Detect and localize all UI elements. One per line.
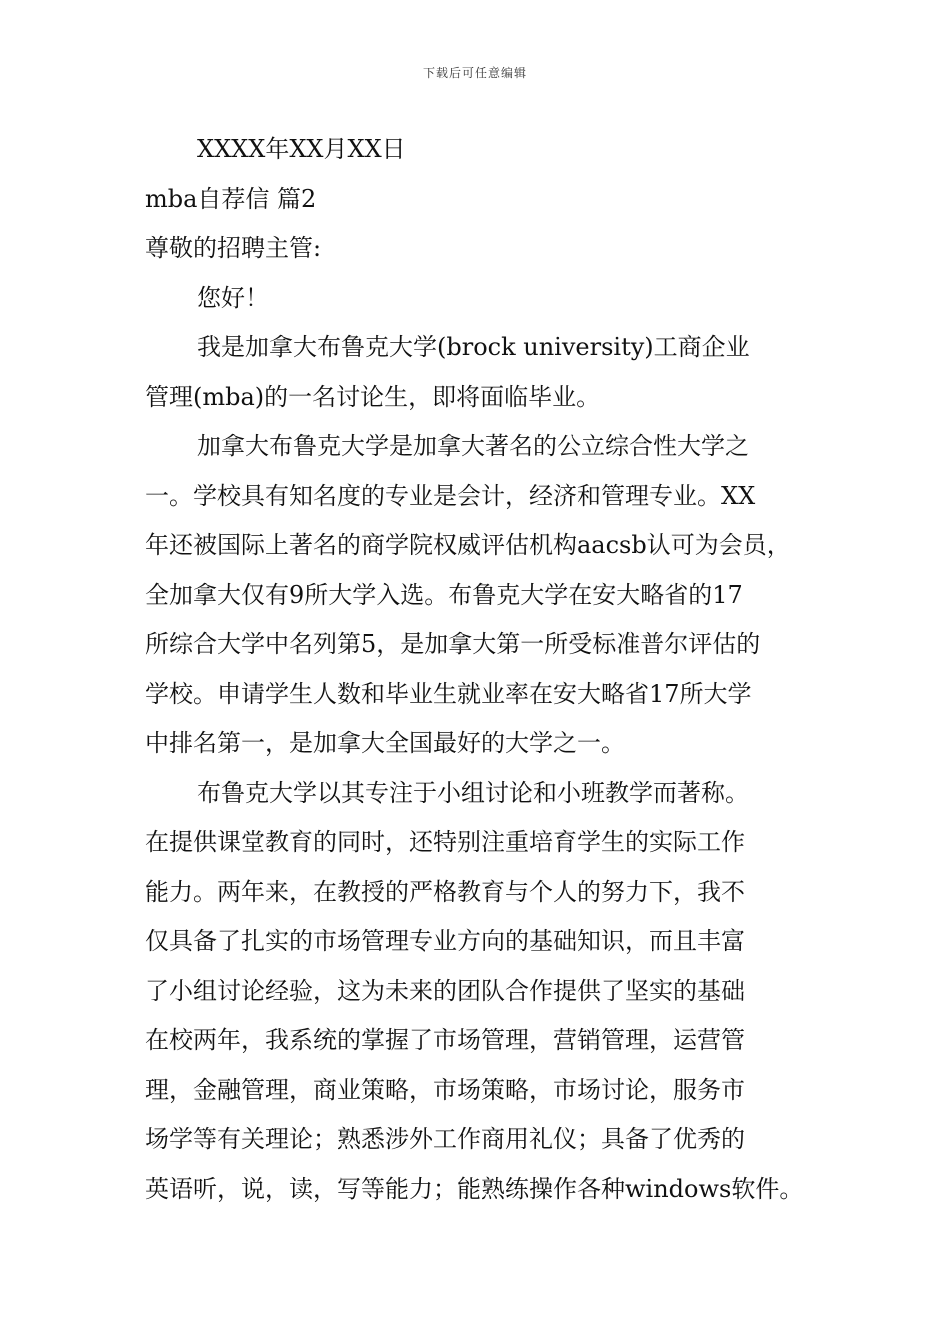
paragraph-line: 了小组讨论经验，这为未来的团队合作提供了坚实的基础: [145, 976, 745, 1005]
paragraph-line: 场学等有关理论；熟悉涉外工作商用礼仪；具备了优秀的: [145, 1125, 745, 1153]
paragraph-line: 在校两年，我系统的掌握了市场管理，营销管理，运营管: [145, 1026, 745, 1054]
paragraph-line: 所综合大学中名列第5，是加拿大第一所受标准普尔评估的: [145, 630, 761, 658]
paragraph-line: 全加拿大仅有9所大学入选。布鲁克大学在安大略省的17: [145, 580, 743, 609]
salutation: 尊敬的招聘主管:: [145, 234, 322, 262]
paragraph-line: 布鲁克大学以其专注于小组讨论和小班教学而著称。: [197, 778, 749, 807]
paragraph-line: 英语听，说，读，写等能力；能熟练操作各种windows软件。: [145, 1174, 804, 1203]
paragraph-line: 仅具备了扎实的市场管理专业方向的基础知识，而且丰富: [145, 927, 745, 955]
paragraph-line: 一。学校具有知名度的专业是会计，经济和管理专业。XX: [145, 481, 756, 510]
paragraph-line: 年还被国际上著名的商学院权威评估机构aacsb认可为会员，: [145, 531, 791, 559]
section-title: mba自荐信 篇2: [145, 184, 317, 213]
paragraph-line: 能力。两年来，在教授的严格教育与个人的努力下，我不: [145, 877, 745, 906]
paragraph-line: 我是加拿大布鲁克大学(brock university)工商企业: [197, 333, 750, 361]
document-body: [145, 125, 820, 1214]
paragraph-line: 加拿大布鲁克大学是加拿大著名的公立综合性大学之: [197, 432, 749, 460]
paragraph-line: 理，金融管理，商业策略，市场策略，市场讨论，服务市: [145, 1075, 745, 1104]
paragraph-line: 学校。申请学生人数和毕业生就业率在安大略省17所大学: [145, 679, 752, 708]
greeting: 您好！: [197, 283, 269, 312]
paragraph-line: 中排名第一，是加拿大全国最好的大学之一。: [145, 729, 625, 757]
date-line: XXXX年XX月XX日: [197, 135, 406, 163]
page-header-note: 下载后可任意编辑: [422, 66, 527, 80]
paragraph-line: 在提供课堂教育的同时，还特别注重培育学生的实际工作: [145, 828, 745, 856]
paragraph-line: 管理(mba)的一名讨论生，即将面临毕业。: [145, 382, 601, 411]
